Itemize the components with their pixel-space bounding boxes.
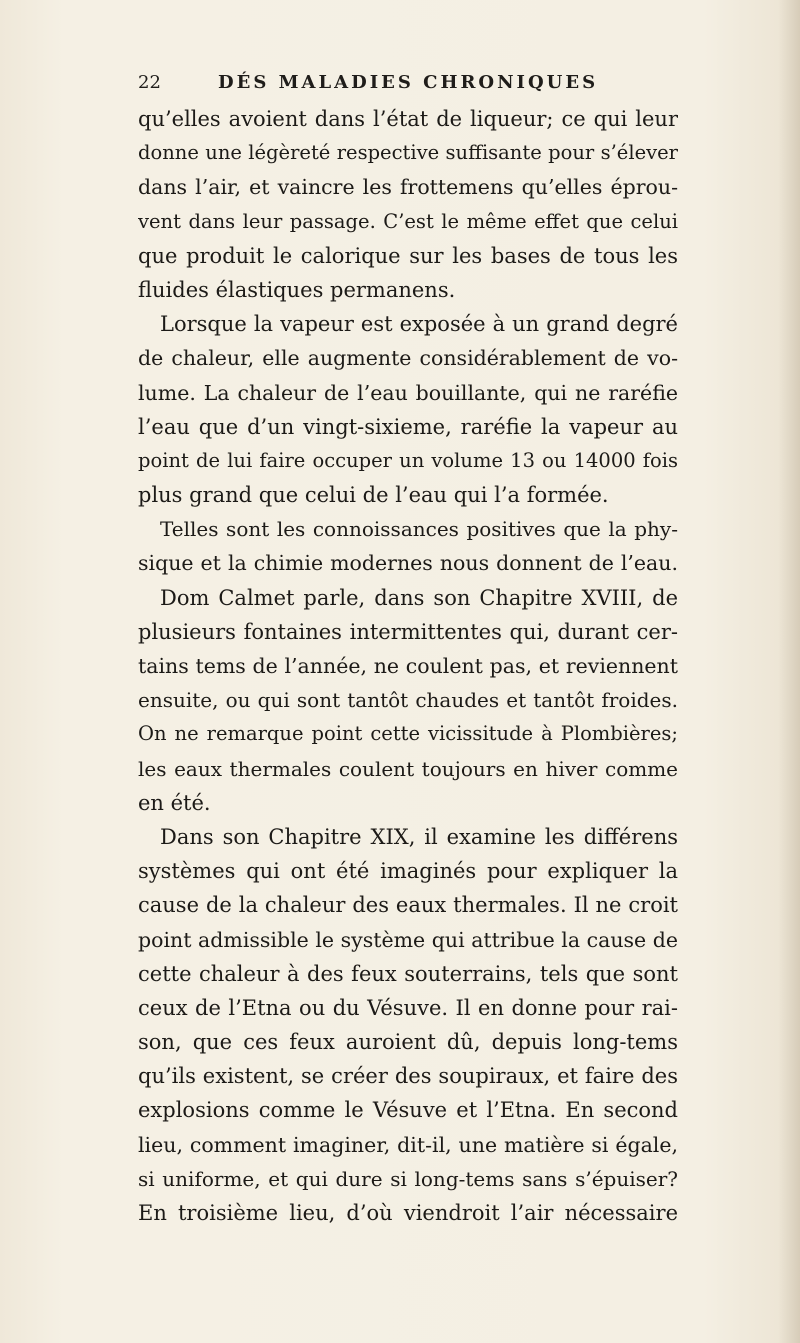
text-line: qu’ils existent, se créer des soupiraux, et faire des [138, 1064, 678, 1089]
text-line: ensuite, ou qui sont tantôt chaudes et tantôt froides. [138, 688, 678, 713]
text-line: que produit le calorique sur les bases de tous les [138, 243, 678, 268]
page-number: 22 [138, 72, 161, 93]
text-line: point de lui faire occuper un volume 13 ou 14000 fois [138, 448, 678, 472]
text-line: plusieurs fontaines intermittentes qui, durant cer- [138, 619, 678, 644]
text-line: qu’elles avoient dans l’état de liqueur; ce qui leur [138, 107, 678, 131]
text-line: Lorsque la vapeur est exposée à un grand degré [160, 312, 678, 337]
text-line: l’eau que d’un vingt-sixieme, raréfie la vapeur au [138, 414, 678, 439]
text-line: son, que ces feux auroient dû, depuis long-tems [138, 1030, 678, 1055]
text-line: point admissible le système qui attribue la cause de [138, 927, 678, 952]
text-line: ceux de l’Etna ou du Vésuve. Il en donne pour rai- [138, 995, 678, 1020]
text-line: lume. La chaleur de l’eau bouillante, qui ne raréfie [138, 380, 678, 405]
text-line: fluides élastiques permanens. [138, 277, 456, 302]
text-line: lieu, comment imaginer, dit-il, une matière si égale, [138, 1132, 678, 1157]
text-line: Telles sont les connoissances positives que la phy- [160, 517, 678, 542]
page-edge-shadow [778, 0, 800, 1343]
text-line: cette chaleur à des feux souterrains, tels que sont [138, 961, 678, 986]
body-text [138, 102, 678, 1230]
text-line: vent dans leur passage. C’est le même effet que celui [138, 209, 678, 233]
text-line: donne une légèreté respective suffisante pour s’élever [138, 141, 678, 165]
text-line: Dom Calmet parle, dans son Chapitre XVIII, de [160, 585, 678, 610]
running-title: DÉS MALADIES CHRONIQUES [218, 72, 599, 93]
text-line: tains tems de l’année, ne coulent pas, et reviennent [138, 654, 678, 678]
text-line: Dans son Chapitre XIX, il examine les différens [160, 824, 678, 849]
text-line: dans l’air, et vaincre les frottemens qu’elles éprou- [138, 175, 678, 200]
text-line: si uniforme, et qui dure si long-tems sans s’épuiser? [138, 1166, 678, 1191]
text-line: On ne remarque point cette vicissitude à Plombières; [138, 722, 678, 746]
text-line: plus grand que celui de l’eau qui l’a formée. [138, 483, 609, 508]
text-line: cause de la chaleur des eaux thermales. Il ne croit [138, 893, 678, 918]
text-line: systèmes qui ont été imaginés pour expliquer la [138, 859, 678, 884]
text-line: En troisième lieu, d’où viendroit l’air nécessaire [138, 1201, 678, 1225]
text-line: les eaux thermales coulent toujours en hiver comme [138, 756, 678, 781]
text-line: sique et la chimie modernes nous donnent de l’eau. [138, 551, 678, 576]
text-line: de chaleur, elle augmente considérablement de vo- [138, 346, 678, 371]
text-line: en été. [138, 790, 211, 815]
running-header [138, 72, 678, 100]
text-line: explosions comme le Vésuve et l’Etna. En second [138, 1098, 678, 1123]
